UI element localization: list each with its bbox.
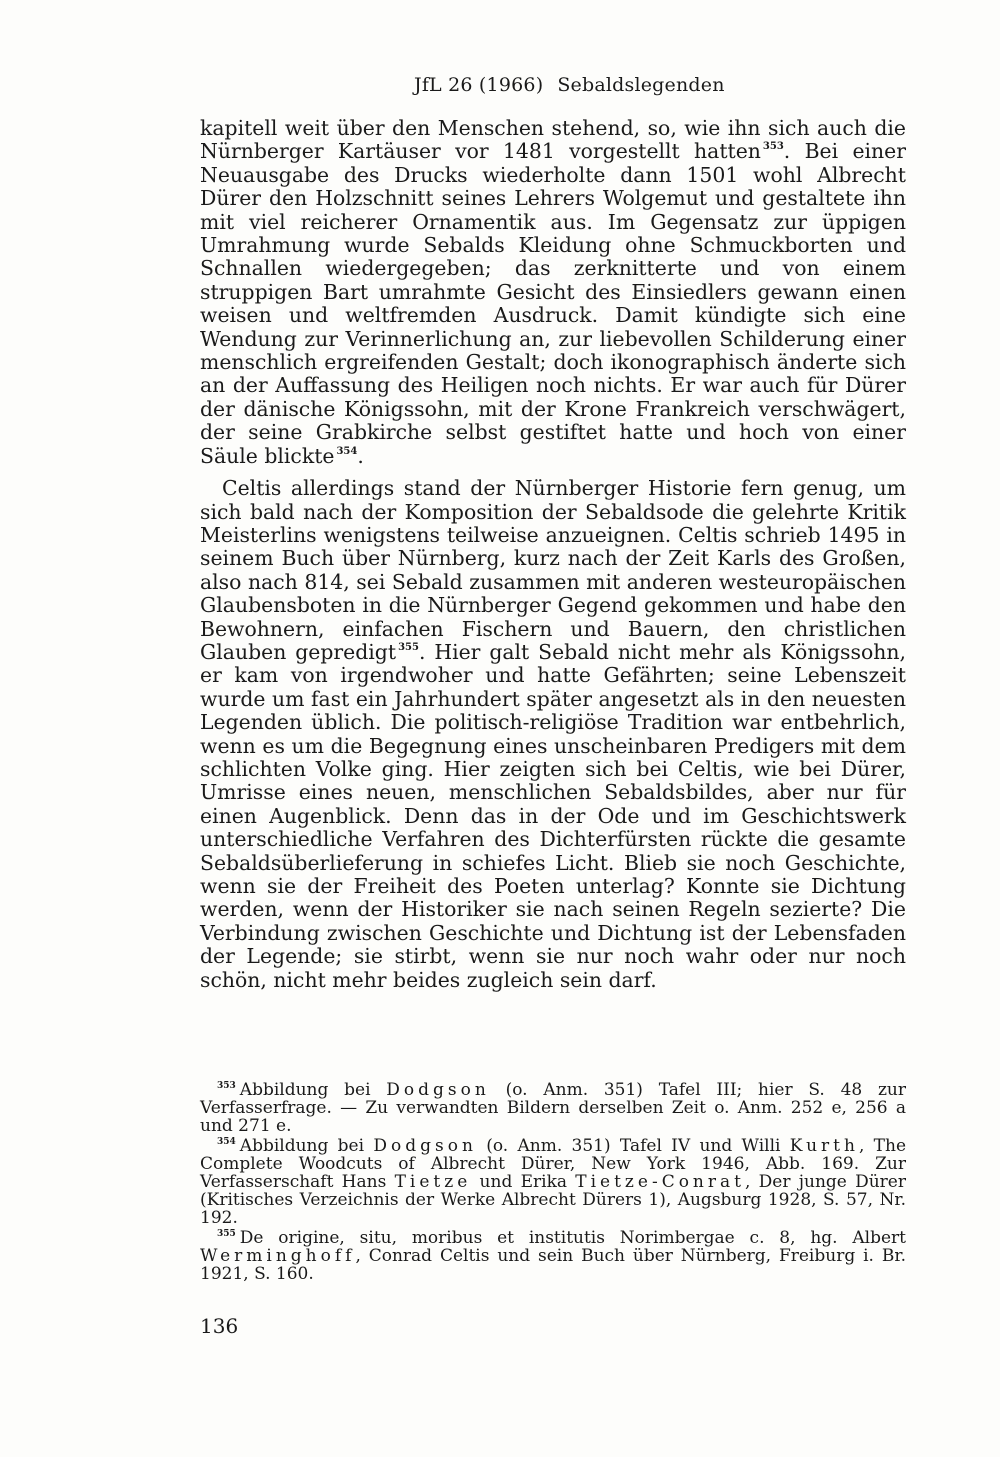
footnote-reference-353: 353 <box>762 141 784 153</box>
paragraph-2 <box>200 477 906 992</box>
paragraph-text: . <box>357 443 364 468</box>
paragraph-text: . Hier galt Sebald nicht mehr als Königssohn, er kam von irgendwoher und hatte Gefährten; seine Lebenszeit wurde um fast ein Jahrhundert später angesetzt als in den neuesten Legenden üblich. Die politisch-religiöse Tradition war entbehrlich, wenn es um die Begegnung eines unscheinbaren Predigers mit dem schlichten Volke ging. Hier zeigten sich bei Celtis, wie bei Dürer, Umrisse eines neuen, menschlichen Sebaldsbildes, aber nur für einen Augenblick. Denn das in der Ode und im Geschichtswerk unterschiedliche Verfahren des Dichterfürsten rückte die gesamte Sebaldsüberlieferung in schiefes Licht. Blieb sie noch Geschichte, wenn sie der Freiheit des Poeten unterlag? Konnte sie Dichtung werden, wenn der Historiker sie nach seinen Regeln sezierte? Die Verbindung zwischen Geschichte und Dichtung ist der Lebensfaden der Legende; sie stirbt, wenn sie nur noch wahr oder nur noch schön, nicht mehr beides zugleich sein darf. <box>200 639 906 992</box>
paragraph-text: kapitell weit über den Menschen stehend, so, wie ihn sich auch die Nürnberger Kartäuser vor 1481 vorgestellt hatten <box>200 116 906 164</box>
footnote-text: , Der junge Dürer (Kritisches Verzeichnis der Werke Albrecht Dürers 1), Augsburg 1928, S. 57, Nr. 192. <box>200 1172 906 1229</box>
footnote-355 <box>200 1229 906 1284</box>
running-title: Sebaldslegenden <box>557 74 725 96</box>
footnote-text: (o. Anm. 351) Tafel IV und Willi <box>486 1135 781 1156</box>
footnote-number: 354 <box>217 1136 236 1147</box>
footnote-number: 355 <box>217 1228 236 1239</box>
footnote-text: Abbildung bei <box>239 1080 371 1100</box>
footnote-text: , The Complete Woodcuts of Albrecht Dürer, New York 1946, Abb. 169. Zur Verfasserschaft Hans <box>200 1135 907 1193</box>
footnote-text: Abbildung bei <box>239 1135 365 1156</box>
author-name: Dodgson <box>373 1135 477 1156</box>
footnote-353 <box>200 1081 906 1136</box>
footnote-reference-355: 355 <box>398 641 419 653</box>
author-name: Tietze-Conrat <box>575 1172 745 1193</box>
author-name: Dodgson <box>386 1080 490 1100</box>
paragraph-text: Celtis allerdings stand der Nürnberger Historie fern genug, um sich bald nach der Komposition der Sebaldsode die gelehrte Kritik Meisterlins wenigstens teilweise anzueignen. Celtis schrieb 1495 in seinem Buch über Nürnberg, kurz nach der Zeit Karls des Großen, also nach 814, sei Sebald zusammen mit anderen westeuropäischen Glaubensboten in die Nürnberger Gegend gekommen und habe den Bewohnern, einfachen Fischern und Bauern, den christlichen Glauben gepredigt <box>200 476 906 664</box>
footnote-number: 353 <box>217 1081 236 1091</box>
body-text <box>200 117 906 992</box>
running-head <box>414 74 725 96</box>
paragraph-text: . Bei einer Neuausgabe des Drucks wiederholte dann 1501 wohl Albrecht Dürer den Holzschnitt seines Lehrers Wolgemut und gestaltete ihn mit viel reicherer Ornamentik aus. Im Gegensatz zur üppigen Umrahmung wurde Sebalds Kleidung ohne Schmuckborten und Schnallen wiedergegeben; das zerknitterte und von einem struppigen Bart umrahmte Gesicht des Einsiedlers gewann einen weisen und weltfremden Ausdruck. Damit kündigte sich eine Wendung zur Verinnerlichung an, zur liebevollen Schilderung einer menschlich ergreifenden Gestalt; doch ikonographisch änderte sich an der Auffassung des Heiligen noch nichts. Er war auch für Dürer der dänische Königssohn, mit der Krone Frankreich verschwägert, der seine Grabkirche selbst gestiftet hatte und hoch von einer Säule blickte <box>200 139 906 468</box>
author-name: Tietze <box>394 1172 472 1193</box>
footnote-text: und Erika <box>479 1172 567 1193</box>
footnote-354 <box>200 1137 906 1228</box>
footnote-reference-354: 354 <box>336 445 358 457</box>
journal-reference: JfL 26 (1966) <box>414 74 544 96</box>
author-name: Werminghoff <box>200 1245 356 1266</box>
page-number: 136 <box>200 1314 239 1338</box>
paragraph-1 <box>200 117 906 468</box>
footnote-text: , Conrad Celtis und sein Buch über Nürnberg, Freiburg i. Br. 1921, S. 160. <box>200 1245 906 1285</box>
footnote-text: De origine, situ, moribus et institutis Norimbergae c. 8, hg. Albert <box>239 1227 906 1248</box>
footnote-text: (o. Anm. 351) Tafel III; hier S. 48 zur Verfasserfrage. — Zu verwandten Bildern derselben Zeit o. Anm. 252 e, 256 a und 271 e. <box>200 1080 907 1137</box>
footnotes <box>200 1081 906 1284</box>
author-name: Kurth <box>789 1135 859 1156</box>
